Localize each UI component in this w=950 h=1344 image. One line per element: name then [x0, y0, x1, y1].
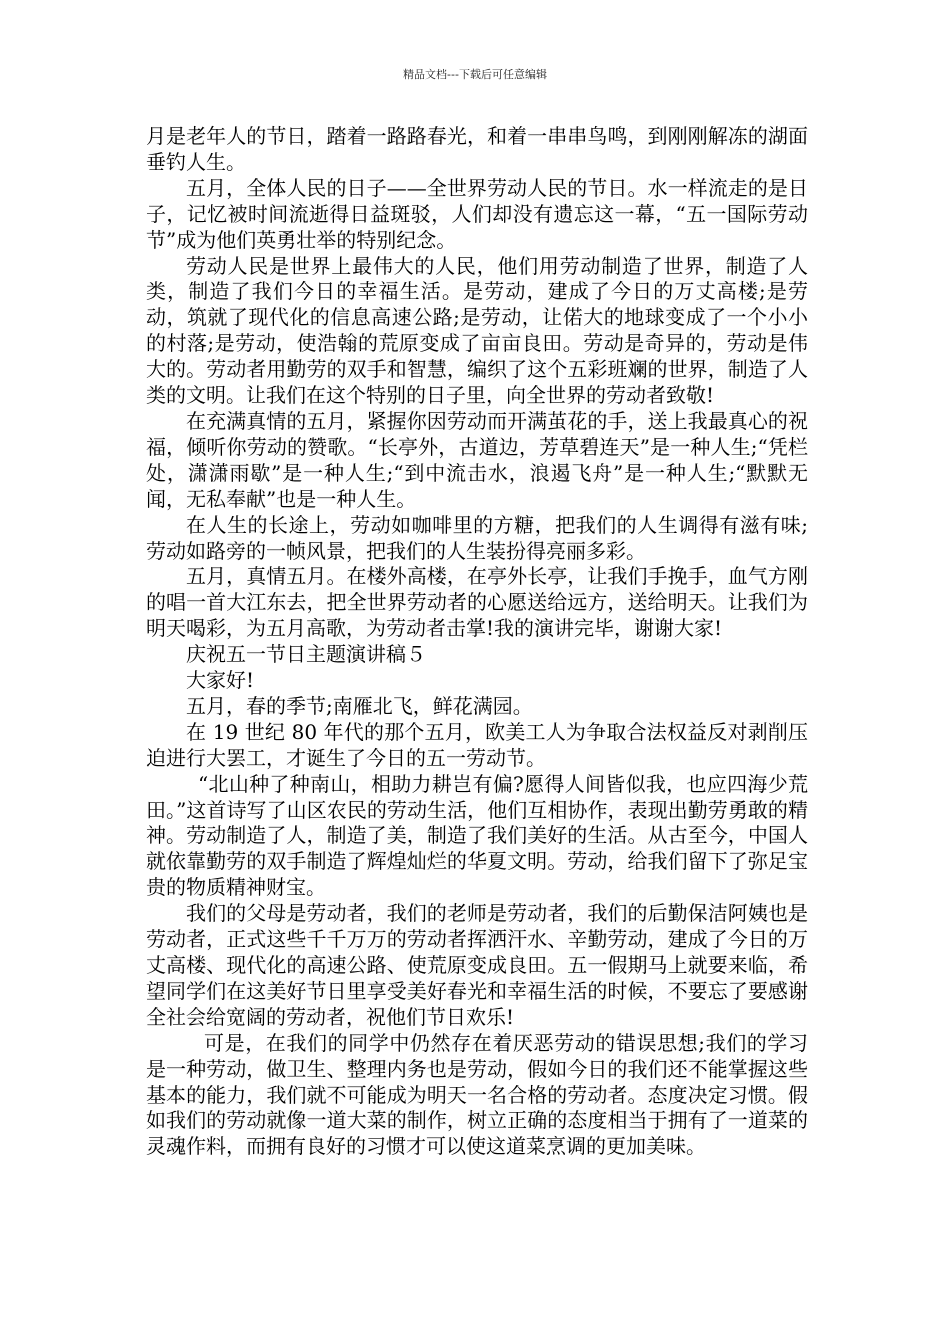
paragraph: 在充满真情的五月，紧握你因劳动而开满茧花的手，送上我最真心的祝福，倾听你劳动的赞歌。“长亭外，古道边，芳草碧连天”是一种人生;“凭栏处，潇潇雨歇”是一种人生;“到中流击水，浪遏飞舟”是一种人生;“默默无闻，无私奉献”也是一种人生。	[146, 408, 808, 511]
document-body	[146, 124, 808, 1160]
paragraph: 五月，真情五月。在楼外高楼，在亭外长亭，让我们手挽手，血气方刚的唱一首大江东去，把全世界劳动者的心愿送给远方，送给明天。让我们为明天喝彩，为五月高歌，为劳动者击掌!我的演讲完毕，谢谢大家!	[146, 564, 808, 641]
paragraph: 五月，春的季节;南雁北飞，鲜花满园。	[186, 693, 533, 718]
paragraph: 劳动人民是世界上最伟大的人民，他们用劳动制造了世界，制造了人类，制造了我们今日的幸福生活。是劳动，建成了今日的万丈高楼;是劳动，筑就了现代化的信息高速公路;是劳动，让偌大的地球变成了一个小小的村落;是劳动，使浩翰的荒原变成了亩亩良田。劳动是奇异的，劳动是伟大的。劳动者用勤劳的双手和智慧，编织了这个五彩班斓的世界，制造了人类的文明。让我们在这个特别的日子里，向全世界的劳动者致敬!	[146, 253, 808, 408]
paragraph: 在人生的长途上，劳动如咖啡里的方糖，把我们的人生调得有滋有味;劳动如路旁的一帧风景，把我们的人生装扮得亮丽多彩。	[146, 512, 808, 563]
paragraph: 在 19 世纪 80 年代的那个五月，欧美工人为争取合法权益反对剥削压迫进行大罢工，才诞生了今日的五一劳动节。	[146, 719, 808, 770]
paragraph: “北山种了种南山，相助力耕岂有偏?愿得人间皆似我，也应四海少荒田。”这首诗写了山区农民的劳动生活，他们互相协作，表现出勤劳勇敢的精神。劳动制造了人，制造了美，制造了我们美好的生活。从古至今，中国人就依靠勤劳的双手制造了辉煌灿烂的华夏文明。劳动，给我们留下了弥足宝贵的物质精神财宝。	[146, 771, 808, 900]
paragraph: 月是老年人的节日，踏着一路路春光，和着一串串鸟鸣，到刚刚解冻的湖面垂钓人生。	[146, 124, 808, 174]
paragraph: 可是，在我们的同学中仍然存在着厌恶劳动的错误思想;我们的学习是一种劳动，做卫生、整理内务也是劳动，假如今日的我们还不能掌握这些基本的能力，我们就不可能成为明天一名合格的劳动者。态度决定习惯。假如我们的劳动就像一道大菜的制作，树立正确的态度相当于拥有了一道菜的灵魂作料，而拥有良好的习惯才可以使这道菜烹调的更加美味。	[146, 1030, 808, 1159]
greeting: 大家好!	[186, 668, 255, 693]
page-header: 精品文档---下载后可任意编辑	[403, 68, 547, 81]
paragraph: 五月，全体人民的日子——全世界劳动人民的节日。水一样流走的是日子，记忆被时间流逝得日益斑驳，人们却没有遗忘这一幕，“五一国际劳动节”成为他们英勇壮举的特别纪念。	[146, 175, 808, 252]
paragraph: 我们的父母是劳动者，我们的老师是劳动者，我们的后勤保洁阿姨也是劳动者，正式这些千千万万的劳动者挥洒汗水、辛勤劳动，建成了今日的万丈高楼、现代化的高速公路、使荒原变成良田。五一假期马上就要来临，希望同学们在这美好节日里享受美好春光和幸福生活的时候，不要忘了要感谢全社会给宽阔的劳动者，祝他们节日欢乐!	[146, 901, 808, 1029]
section-title: 庆祝五一节日主题演讲稿５	[186, 642, 426, 667]
